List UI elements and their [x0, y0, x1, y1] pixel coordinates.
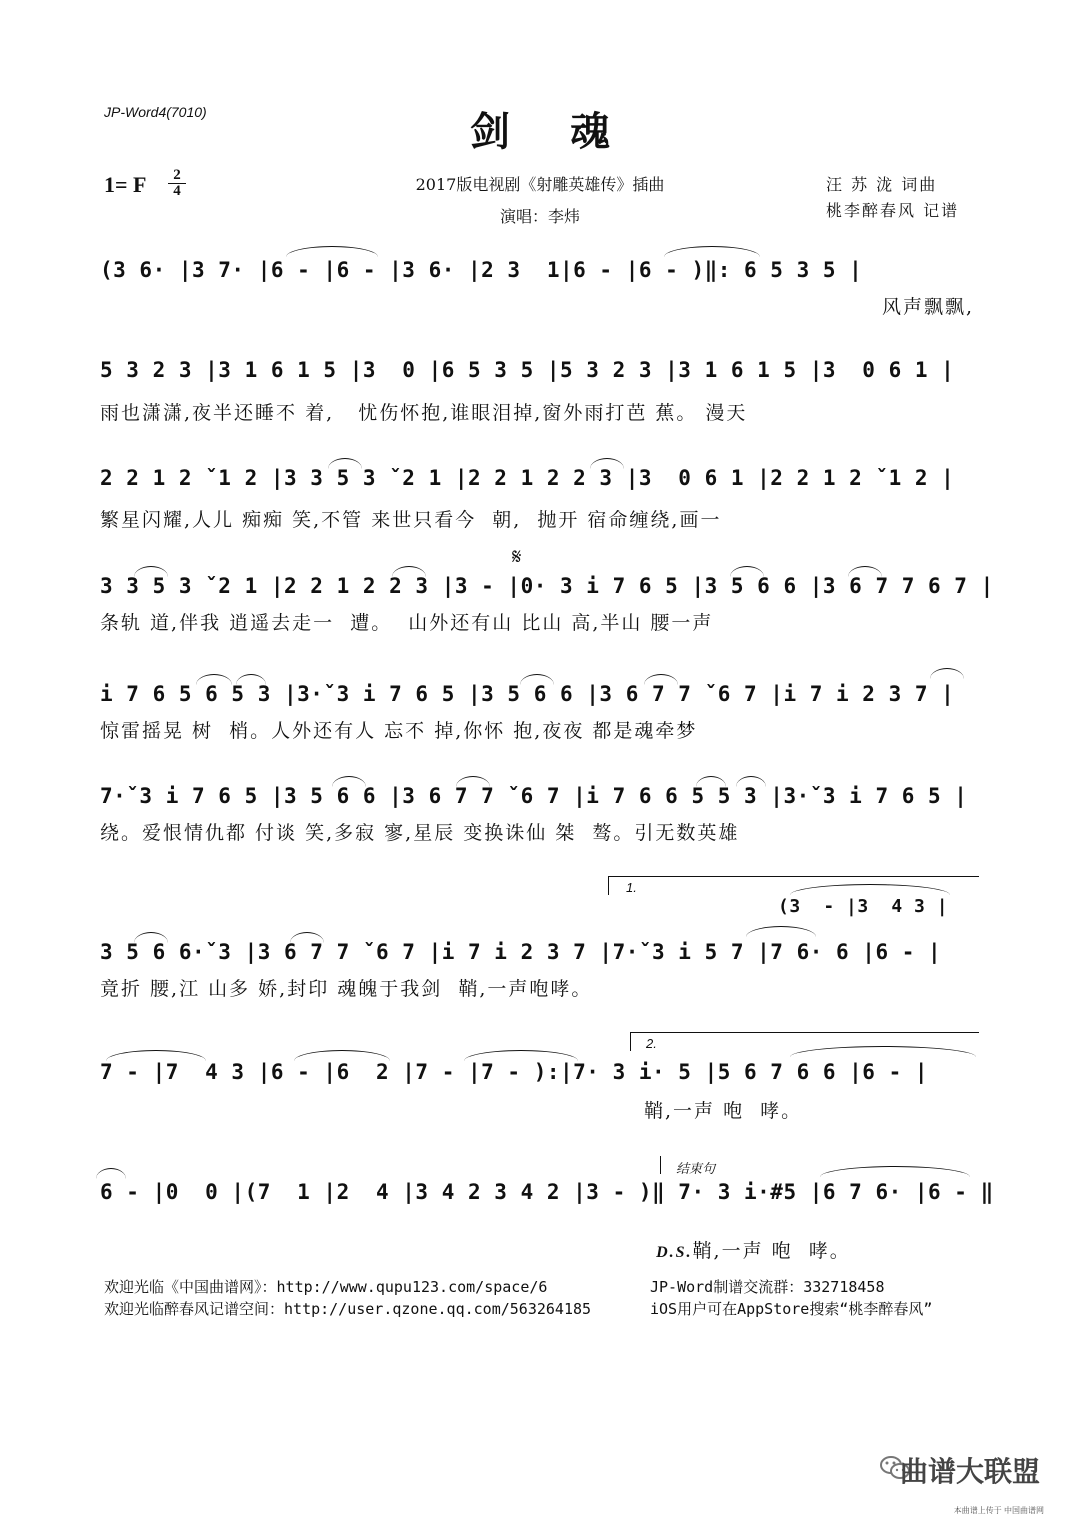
notation-line-2: 5 3 2 3 |3 1 6 1 5 |3 0 |6 5 3 5 |5 3 2 3 |3 1 6 1 5 |3 0 6 1 |	[100, 358, 955, 382]
slur	[730, 566, 764, 577]
slur	[820, 1166, 970, 1177]
slur	[696, 776, 726, 787]
notation-line-7: 3 5 6 6·ˇ3 |3 6 7 7 ˇ6 7 |i 7 i 2 3 7 |7·ˇ3 i 5 7 |7 6· 6 |6 - |	[100, 940, 942, 964]
slur	[746, 926, 816, 937]
lyrics-line-1: 风声飘飘,	[881, 296, 974, 318]
slur	[290, 932, 324, 943]
slur	[464, 1050, 578, 1061]
key-signature: 1= F	[104, 172, 147, 197]
software-tag: JP-Word4(7010)	[104, 104, 207, 120]
lyricist-composer: 汪 苏 泷 词曲	[826, 175, 938, 194]
lyrics-line-7: 竟折 腰,江 山多 娇,封印 魂魄于我剑 鞘,一声咆哮。	[100, 978, 593, 1000]
notation-line-3: 2 2 1 2 ˇ1 2 |3 3 5 3 ˇ2 1 |2 2 1 2 2 3 |3 0 6 1 |2 2 1 2 ˇ1 2 |	[100, 466, 955, 490]
slur	[520, 674, 554, 685]
slur	[590, 458, 624, 469]
lyrics-line-6: 绕。爱恨情仇都 付谈 笑,多寂 寥,星辰 变换诛仙 桀 骜。引无数英雄	[100, 822, 740, 844]
transcriber: 桃李醉春风 记谱	[826, 201, 960, 220]
lyrics-line-9: 鞘,一声 咆 哮。	[692, 1240, 851, 1262]
watermark-text: 曲谱大联盟	[899, 1456, 1040, 1487]
slur	[848, 566, 882, 577]
slur	[106, 1050, 206, 1061]
slur	[328, 458, 362, 469]
footer-link-space: 欢迎光临醉春风记谱空间：http://user.qzone.qq.com/563264185	[104, 1300, 592, 1318]
lyrics-line-8: 鞘,一声 咆 哮。	[644, 1100, 803, 1122]
lyrics-line-2: 雨也潇潇,夜半还睡不 着, 忧伤怀抱,谁眼泪掉,窗外雨打芭 蕉。 漫天	[100, 402, 748, 424]
slur	[236, 674, 266, 685]
time-signature-bottom: 4	[168, 183, 186, 199]
slur	[196, 674, 232, 685]
notation-upper-voice: (3 - |3 4 3 |	[778, 896, 949, 917]
lyrics-line-4: 条轨 道,伴我 逍遥去走一 遭。 山外还有山 比山 高,半山 腰一声	[100, 612, 714, 634]
segno-mark: 𝄋	[512, 545, 522, 570]
slur	[456, 776, 490, 787]
subtitle: 2017版电视剧《射雕英雄传》插曲	[415, 175, 665, 194]
notation-line-9: 6 - |0 0 |(7 1 |2 4 |3 4 2 3 4 2 |3 - )‖ 7· 3 i·#5 |6 7 6· |6 - ‖	[100, 1180, 994, 1204]
notation-line-8: 7 - |7 4 3 |6 - |6 2 |7 - |7 - ):|7· 3 i· 5 |5 6 7 6 6 |6 - |	[100, 1060, 929, 1084]
coda-label: 结束句	[676, 1161, 716, 1176]
slur	[664, 246, 760, 257]
slur	[332, 776, 366, 787]
slur	[286, 246, 378, 257]
slur	[134, 566, 168, 577]
time-signature-top: 2	[173, 167, 181, 183]
slur	[392, 566, 426, 577]
dal-segno-mark: D.S.	[656, 1244, 693, 1261]
notation-line-4: 3 3 5 3 ˇ2 1 |2 2 1 2 2 3 |3 - |0· 3 i 7 6 5 |3 5 6 6 |3 6 7 7 6 7 |	[100, 574, 994, 598]
singer: 演唱：李炜	[499, 207, 580, 226]
lyrics-line-5: 惊雷摇晃 树 梢。人外还有人 忘不 掉,你怀 抱,夜夜 都是魂牵梦	[100, 720, 698, 742]
slur	[644, 674, 678, 685]
footer-ios: iOS用户可在AppStore搜索“桃李醉春风”	[650, 1300, 933, 1318]
lyrics-line-3: 繁星闪耀,人儿 痴痴 笑,不管 来世只看今 朝, 抛开 宿命缠绕,画一	[100, 509, 722, 531]
slur	[96, 1168, 126, 1179]
volta-number-1: 1.	[626, 880, 637, 895]
page-title: 剑魂	[470, 108, 670, 155]
slur	[930, 668, 964, 679]
slur	[294, 1050, 390, 1061]
watermark-small: 本曲谱上传于 中国曲谱网	[953, 1506, 1044, 1515]
footer-group: JP-Word制谱交流群：332718458	[650, 1278, 885, 1296]
volta-number-2: 2.	[646, 1036, 657, 1051]
notation-line-6: 7·ˇ3 i 7 6 5 |3 5 6 6 |3 6 7 7 ˇ6 7 |i 7 6 6 5 5 3 |3·ˇ3 i 7 6 5 |	[100, 784, 968, 808]
time-signature	[168, 168, 186, 199]
notation-line-5: i 7 6 5 6 5 3 |3·ˇ3 i 7 6 5 |3 5 6 6 |3 6 7 7 ˇ6 7 |i 7 i 2 3 7 |	[100, 682, 955, 706]
notation-line-1: (3 6· |3 7· |6 - |6 - |3 6· |2 3 1|6 - |6 - )‖: 6 5 3 5 |	[100, 258, 863, 282]
lyrics-line-9-wrapper	[640, 1214, 851, 1263]
footer-link-site: 欢迎光临《中国曲谱网》：http://www.qupu123.com/space/6	[104, 1278, 548, 1296]
slur	[134, 932, 168, 943]
slur	[736, 776, 766, 787]
